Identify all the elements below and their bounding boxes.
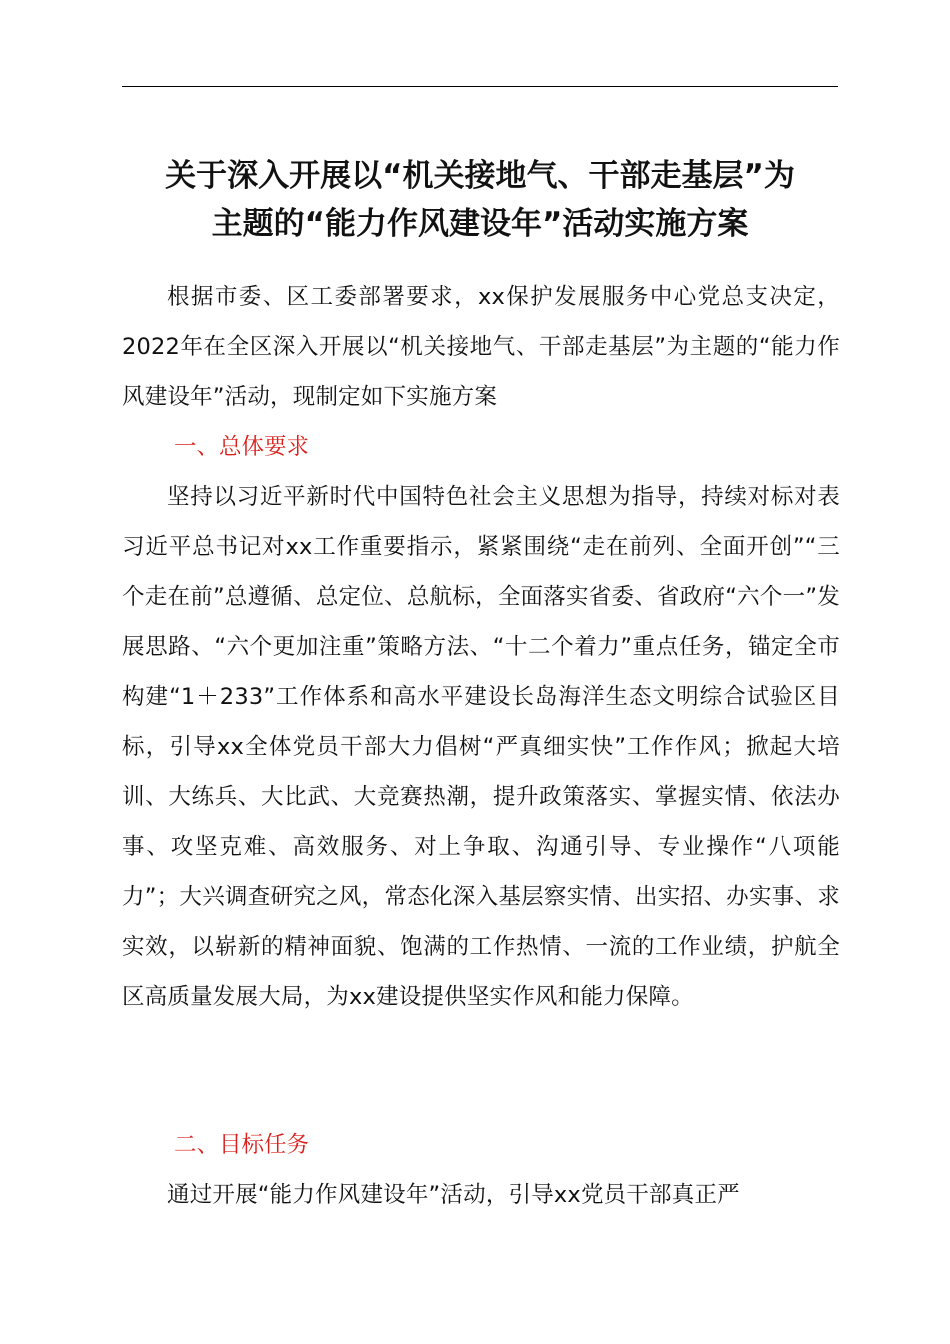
intro-paragraph: 根据市委、区工委部署要求，xx保护发展服务中心党总支决定，2022年在全区深入开展以“机关接地气、干部走基层”为主题的“能力作风建设年”活动，现制定如下实施方案 <box>122 284 840 410</box>
header-rule <box>122 86 838 87</box>
document-title <box>110 152 850 248</box>
section-body-1: 坚持以习近平新时代中国特色社会主义思想为指导，持续对标对表习近平总书记对xx工作重要指示，紧紧围绕“走在前列、全面开创”“三个走在前”总遵循、总定位、总航标，全面落实省委、省政府“六个一”发展思路、“六个更加注重”策略方法、“十二个着力”重点任务，锚定全市构建“1＋233”工作体系和高水平建设长岛海洋生态文明综合试验区目标，引导xx全体党员干部大力倡树“严真细实快”工作作风；掀起大培训、大练兵、大比武、大竞赛热潮，提升政策落实、掌握实情、依法办事、攻坚克难、高效服务、对上争取、沟通引导、专业操作“八项能力”；大兴调查研究之风，常态化深入基层察实情、出实招、办实事、求实效，以崭新的精神面貌、饱满的工作热情、一流的工作业绩，护航全区高质量发展大局，为xx建设提供坚实作风和能力保障。 <box>122 484 840 1010</box>
section-heading-2: 二、目标任务 <box>174 1132 310 1158</box>
section-heading-1: 一、总体要求 <box>174 434 310 460</box>
section-body-2: 通过开展“能力作风建设年”活动，引导xx党员干部真正严 <box>167 1182 740 1208</box>
title-line-2: 主题的“能力作风建设年”活动实施方案 <box>211 206 749 242</box>
title-line-1: 关于深入开展以“机关接地气、干部走基层”为 <box>165 158 795 194</box>
